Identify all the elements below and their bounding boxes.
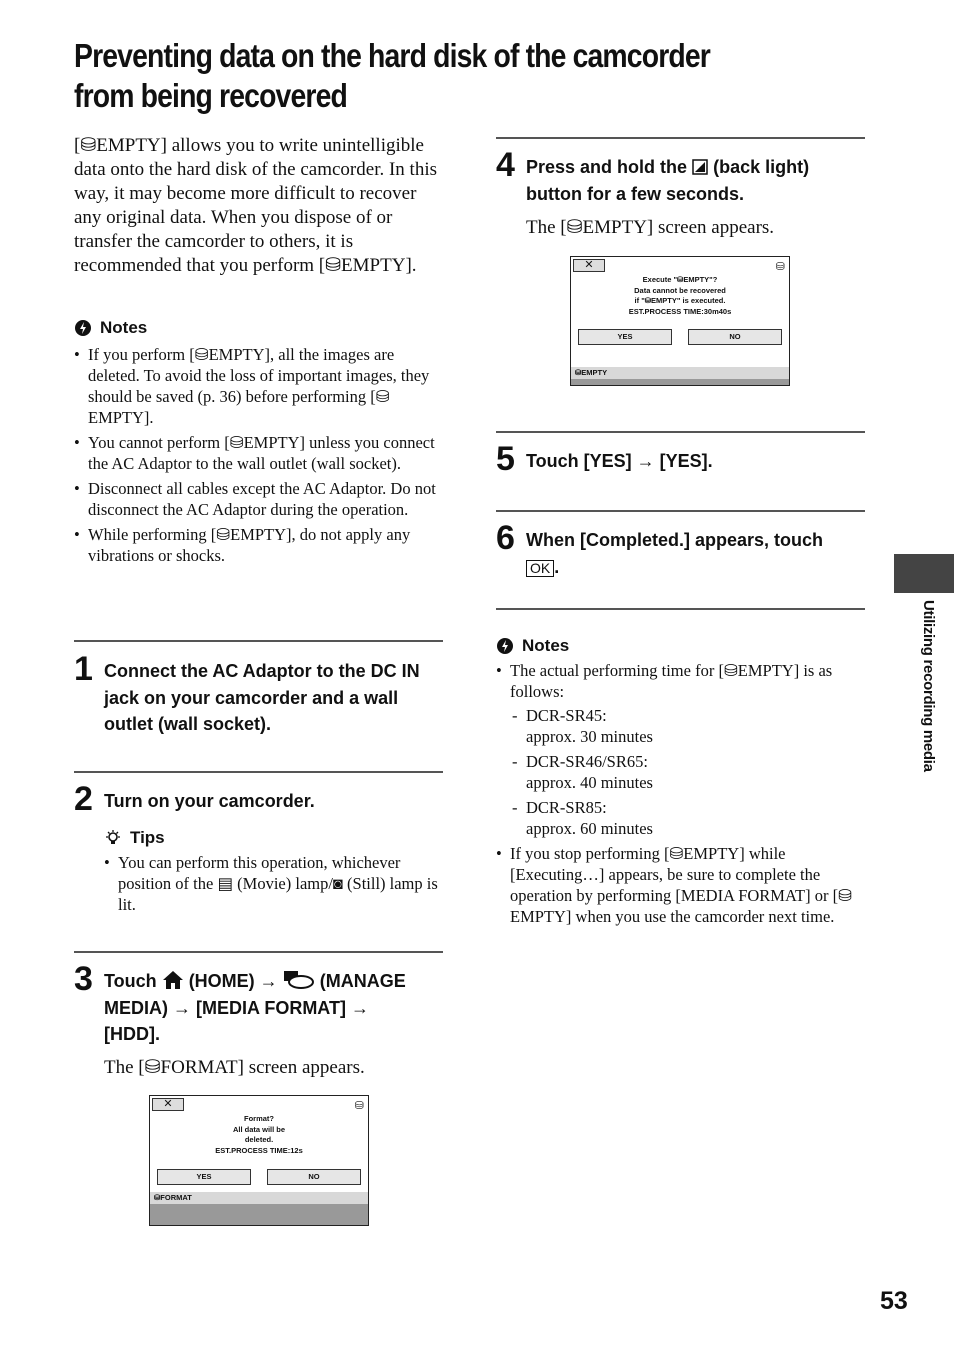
list-item-text: • The actual performing time for [⛁EMPTY] is as follows:	[510, 661, 833, 701]
step-text-part: (HOME) →	[188, 971, 278, 991]
notes-heading	[74, 318, 444, 338]
step-text-part: Touch	[104, 971, 157, 991]
step-line-2: MEDIA) → [MEDIA FORMAT] →	[104, 997, 369, 1018]
step-number: 3	[74, 960, 93, 998]
yes-button[interactable]: YES	[157, 1169, 251, 1185]
model-name: - DCR-SR85:	[526, 798, 607, 817]
empty-screen-image	[570, 256, 790, 386]
screen-message-line: Format?	[244, 1114, 274, 1123]
step-text	[104, 968, 449, 1048]
no-button[interactable]: NO	[688, 329, 782, 345]
yes-button[interactable]: YES	[578, 329, 672, 345]
notes-warning-icon	[496, 637, 514, 655]
page-title-line-1: Preventing data on the hard disk of the camcorder	[74, 37, 710, 74]
screen-message-line: Execute "⛁EMPTY"?	[642, 275, 718, 284]
notes-list	[74, 344, 444, 566]
screen-footer-label: ⛁EMPTY	[571, 367, 789, 379]
step-result: The [⛁FORMAT] screen appears.	[104, 1057, 365, 1078]
screen-message-line: EST.PROCESS TIME:12s	[215, 1145, 303, 1155]
step-text: Connect the AC Adaptor to the DC IN jack on your camcorder and a wall outlet (wall socket).	[104, 661, 420, 734]
step-text-part: Press and hold the	[526, 157, 688, 177]
step-result: The [⛁EMPTY] screen appears.	[526, 217, 775, 238]
page-title	[74, 36, 848, 116]
screen-bottom-bar	[571, 379, 789, 385]
step-line-2: button for a few seconds.	[526, 183, 745, 204]
tips-list	[104, 852, 444, 915]
list-item: • You can perform this operation, whichever position of the ▤ (Movie) lamp/◙ (Still) lamp is lit.	[104, 852, 444, 915]
page-number: 53	[880, 1287, 908, 1315]
step-line-2	[526, 554, 866, 581]
step-line-1	[526, 154, 866, 181]
notes-right	[496, 636, 860, 927]
divider	[496, 608, 865, 610]
close-button[interactable]: ✕	[152, 1098, 184, 1111]
tips-label: Tips	[130, 828, 165, 847]
lightbulb-icon	[104, 829, 122, 847]
step-number: 6	[496, 519, 515, 557]
notes-warning-icon	[74, 319, 92, 337]
screen-message	[571, 275, 789, 317]
notes-list	[496, 660, 860, 927]
ok-button-icon: OK	[526, 560, 554, 577]
screen-message-line: if "⛁EMPTY" is executed.	[634, 296, 726, 305]
step-line-1	[104, 968, 449, 995]
screen-footer-label: ⛁FORMAT	[150, 1192, 368, 1204]
close-button[interactable]: ✕	[573, 259, 605, 272]
step-text: Touch [YES] → [YES].	[526, 451, 713, 471]
screen-message-line: EST.PROCESS TIME:30m40s	[628, 306, 732, 316]
screen-message-line: All data will be	[232, 1124, 286, 1134]
step-number: 1	[74, 650, 93, 688]
step-text	[526, 527, 866, 580]
hdd-icon: ⛁	[775, 260, 785, 273]
step-text-part: (back light)	[713, 157, 810, 177]
step-6	[496, 521, 866, 591]
screen-bottom-bar	[150, 1204, 368, 1225]
intro-paragraph: [⛁EMPTY] allows you to write unintelligible data onto the hard disk of the camcorder. In this way, it may become more difficult to recover any original data. When you dispose of or transfer the camcorder to others, it is recommended that you perform [⛁EMPTY].	[74, 135, 438, 276]
notes-label: Notes	[522, 636, 570, 655]
divider	[74, 771, 443, 773]
step-number: 5	[496, 440, 515, 478]
manage-media-icon	[283, 970, 315, 990]
step-4	[496, 148, 866, 248]
back-light-icon	[692, 159, 708, 175]
model-time: approx. 40 minutes	[526, 773, 653, 792]
hdd-icon: ⛁	[354, 1099, 364, 1112]
list-item: • If you perform [⛁EMPTY], all the images are deleted. To avoid the loss of important images, they should be saved (p. 36) before performing [⛁EMPTY].	[74, 344, 444, 428]
model-name: - DCR-SR45:	[526, 706, 607, 725]
model-entry	[510, 797, 860, 839]
tips-block	[104, 828, 444, 915]
divider	[496, 431, 865, 433]
screen-message	[150, 1114, 368, 1156]
list-item: • If you stop performing [⛁EMPTY] while [Executing…] appears, be sure to complete the operation by performing [MEDIA FORMAT] or [⛁EMPTY] when you use the camcorder next time.	[496, 843, 860, 927]
model-entry	[510, 751, 860, 793]
tips-heading	[104, 828, 444, 848]
model-name: - DCR-SR46/SR65:	[526, 752, 648, 771]
page-title-line-2: from being recovered	[74, 77, 347, 114]
screen-message-line: deleted.	[244, 1135, 274, 1144]
step-text: Turn on your camcorder.	[104, 791, 315, 811]
step-3	[74, 962, 444, 1092]
list-item: • Disconnect all cables except the AC Adaptor. Do not disconnect the AC Adaptor during the operation.	[74, 478, 444, 520]
list-item: • You cannot perform [⛁EMPTY] unless you connect the AC Adaptor to the wall outlet (wall socket).	[74, 432, 444, 474]
divider	[496, 510, 865, 512]
model-time: approx. 30 minutes	[526, 727, 653, 746]
model-entry	[510, 705, 860, 747]
list-item: • While performing [⛁EMPTY], do not apply any vibrations or shocks.	[74, 524, 444, 566]
step-text-part: (MANAGE	[319, 971, 406, 991]
step-1	[74, 652, 444, 752]
divider	[496, 137, 865, 139]
step-number: 4	[496, 146, 515, 184]
step-number: 2	[74, 780, 93, 818]
list-item	[496, 660, 860, 839]
divider	[74, 640, 443, 642]
home-icon	[162, 970, 184, 990]
step-text	[526, 154, 866, 207]
step-line-3: [HDD].	[104, 1024, 160, 1044]
section-side-label: Utilizing recording media	[920, 600, 937, 772]
model-time: approx. 60 minutes	[526, 819, 653, 838]
screen-message-line: Data cannot be recovered	[634, 285, 726, 295]
notes-heading	[496, 636, 860, 656]
divider	[74, 951, 443, 953]
step-line-1: When [Completed.] appears, touch	[526, 530, 824, 550]
step-5	[496, 442, 866, 492]
notes-left	[74, 318, 444, 566]
section-tab-marker	[894, 554, 954, 593]
format-screen-image	[149, 1095, 369, 1226]
step-text-part: .	[554, 556, 560, 577]
step-2	[74, 782, 444, 942]
notes-label: Notes	[100, 318, 148, 337]
no-button[interactable]: NO	[267, 1169, 361, 1185]
